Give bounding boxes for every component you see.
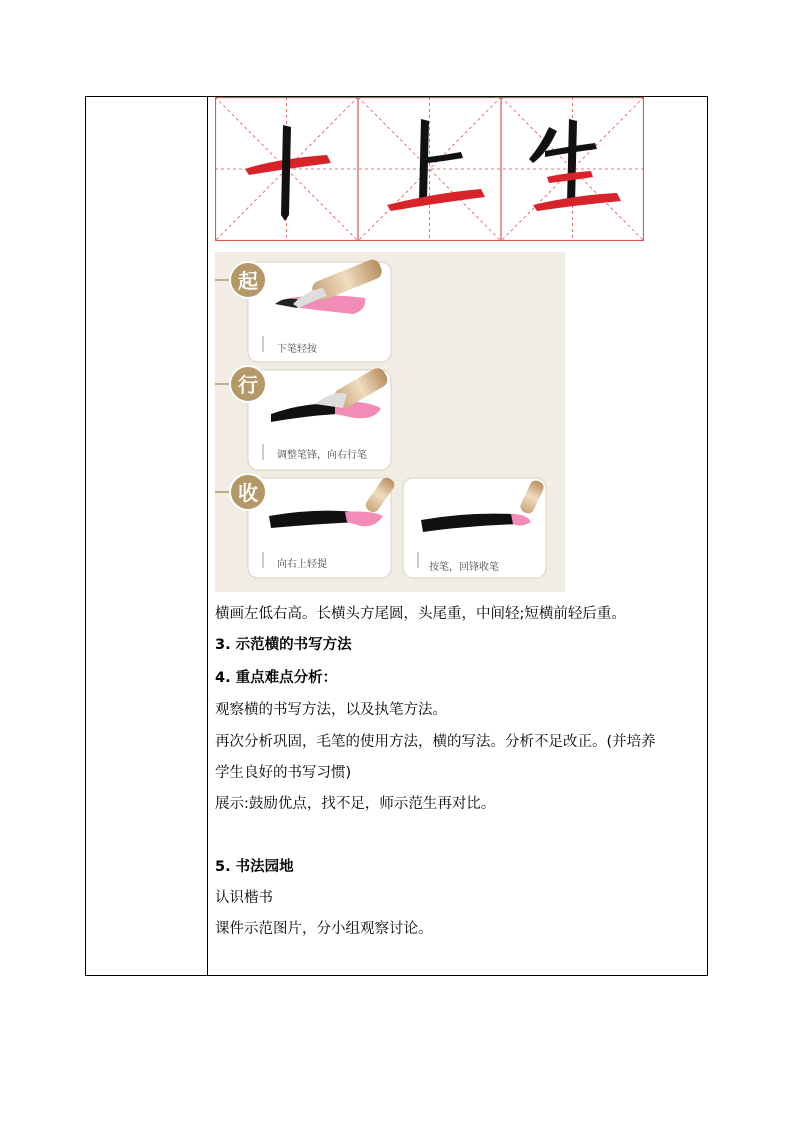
caption-finish-return: 按笔，回锋收笔: [429, 562, 499, 573]
analysis-text-line2: 学生良好的书写习惯): [215, 765, 352, 781]
svg-text:起: 起: [238, 269, 258, 293]
section-heading-5: 5. 书法园地: [215, 859, 294, 875]
badge-start: [230, 262, 266, 298]
caption-move: 调整笔锋，向右行笔: [277, 450, 367, 461]
section-heading-4: 4. 重点难点分析：: [215, 670, 338, 686]
group-discussion-text: 课件示范图片，分小组观察讨论。: [215, 921, 433, 937]
stroke-description: 横画左低右高。长横头方尾圆，头尾重，中间轻;短横前轻后重。: [215, 606, 626, 622]
column-divider: [207, 96, 208, 976]
svg-text:收: 收: [238, 481, 258, 505]
badge-finish: [230, 474, 266, 510]
stroke-technique-illustration: [215, 252, 565, 592]
display-text: 展示:鼓励优点，找不足，师示范生再对比。: [215, 796, 496, 812]
svg-text:行: 行: [238, 373, 258, 397]
caption-finish-lift: 向右上轻提: [277, 559, 327, 570]
caption-start: 下笔轻按: [277, 344, 317, 355]
regular-script-text: 认识楷书: [215, 890, 273, 906]
step-card-start: [248, 257, 391, 362]
tianzige-grid: [215, 97, 644, 241]
badge-move: [230, 366, 266, 402]
section-heading-3: 3. 示范横的书写方法: [215, 637, 352, 653]
observation-text: 观察横的书写方法，以及执笔方法。: [215, 702, 447, 718]
analysis-text-line1: 再次分析巩固，毛笔的使用方法，横的写法。分析不足改正。(并培养: [215, 734, 656, 750]
